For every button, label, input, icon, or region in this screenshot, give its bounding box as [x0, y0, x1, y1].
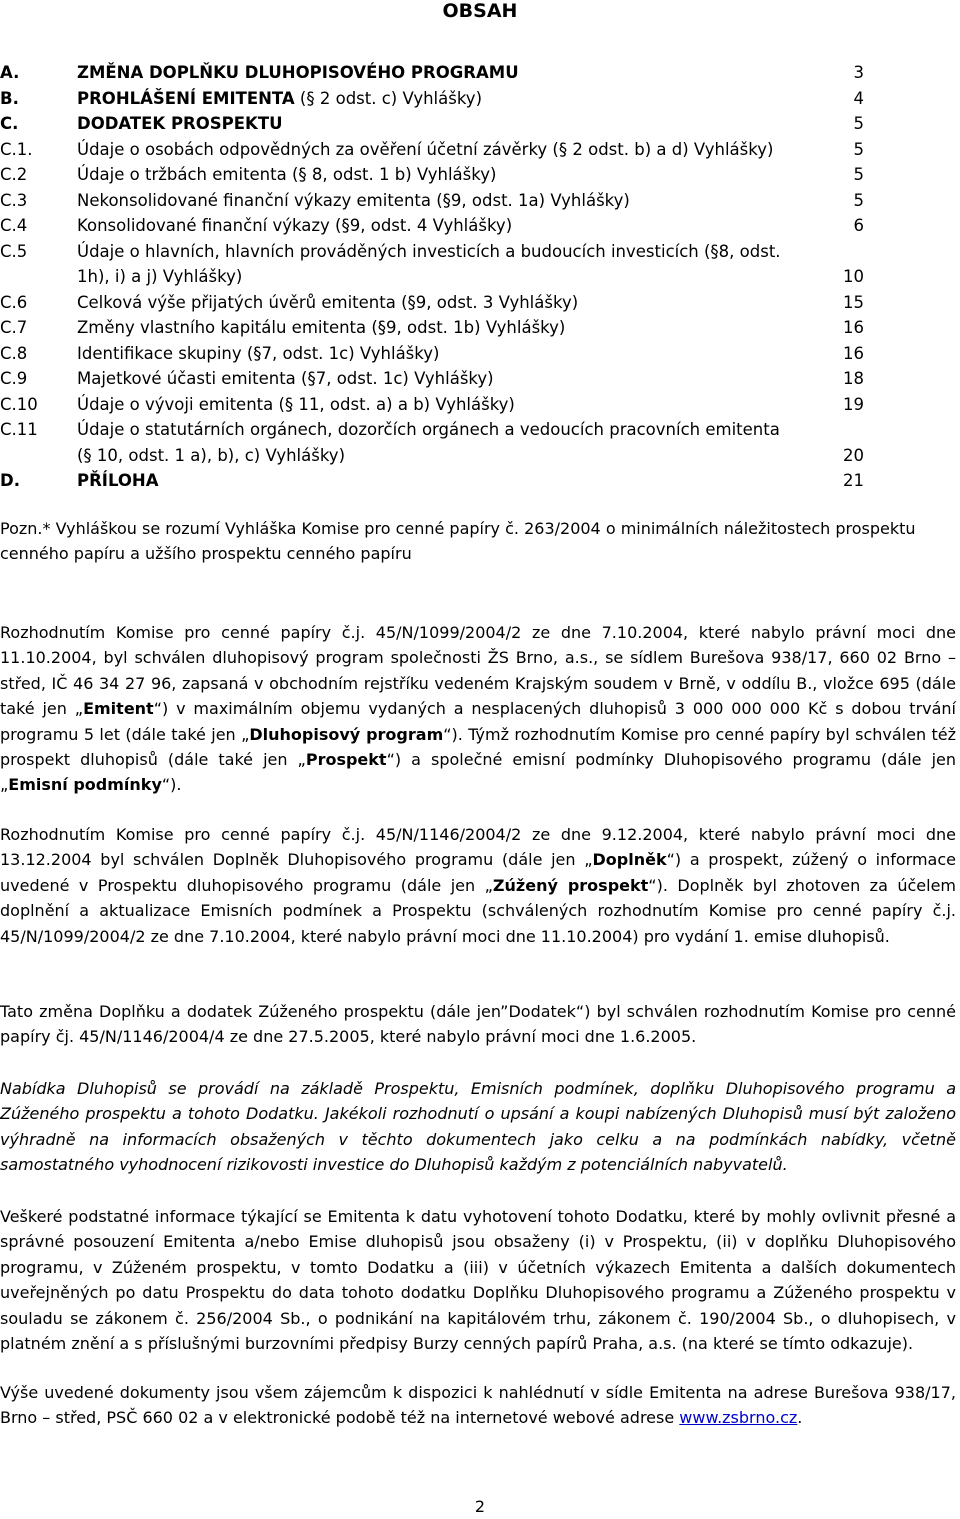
text: .: [797, 1408, 803, 1428]
toc-text: Údaje o osobách odpovědných za ověření účetní závěrky (§ 2 odst. b) a d) Vyhlášky): [77, 139, 774, 159]
paragraph-documents-availability: [0, 1380, 956, 1431]
toc-row[interactable]: [0, 315, 880, 341]
toc-text: Celková výše přijatých úvěrů emitenta (§9, odst. 3 Vyhlášky): [77, 292, 579, 312]
toc-text: ZMĚNA DOPLŇKU DLUHOPISOVÉHO PROGRAMU: [77, 63, 519, 82]
toc-number: C.7: [0, 318, 28, 337]
toc-number: D.: [0, 471, 20, 490]
defined-term: Emitent: [83, 699, 154, 719]
toc-page: 20: [843, 445, 864, 465]
paragraph-amendment: Tato změna Doplňku a dodatek Zúženého prospektu (dále jen”Dodatek“) byl schválen rozhodnutím Komise pro cenné papíry čj. 45/N/1146/2004/4 ze dne 27.5.2005, které nabylo právní moci dne 1.6.2005.: [0, 1002, 956, 1047]
toc-row[interactable]: [0, 417, 880, 468]
defined-term: Dluhopisový program: [249, 724, 444, 744]
toc-page: 15: [843, 292, 864, 312]
toc-page: 16: [843, 343, 864, 363]
toc-page: 6: [853, 216, 864, 235]
toc-row[interactable]: [0, 290, 880, 316]
toc-row[interactable]: [0, 162, 880, 188]
toc-page: 10: [843, 267, 864, 286]
defined-term: Doplněk: [592, 850, 667, 870]
toc-number: C.: [0, 114, 19, 133]
toc-number: C.4: [0, 216, 28, 235]
text: “).: [161, 775, 182, 795]
toc-row[interactable]: [0, 341, 880, 367]
toc-row[interactable]: [0, 366, 880, 392]
toc-text: Změny vlastního kapitálu emitenta (§9, odst. 1b) Vyhlášky): [77, 318, 566, 337]
toc-page: 18: [843, 369, 864, 388]
toc-number: C.1.: [0, 139, 33, 159]
toc-page: 5: [853, 139, 864, 159]
text: “). Týmž rozhodnutím Komise pro cenné papíry byl schválen též prospekt dluhopisů (dále také jen „: [0, 724, 956, 770]
note-paragraph: Pozn.* Vyhláškou se rozumí Vyhláška Komise pro cenné papíry č. 263/2004 o minimálních náležitostech prospektu cenného papíru a užšího prospektu cenného papíru: [0, 519, 916, 564]
toc-page: 16: [843, 318, 864, 337]
paragraph-supplement-approval: [0, 822, 956, 949]
text: “) v maximálním objemu vydaných a nesplacených dluhopisů 3 000 000 000 Kč s dobou trvání programu 5 let (dále také jen „: [0, 699, 957, 744]
toc-text-bold: PROHLÁŠENÍ EMITENTA: [77, 88, 295, 108]
toc-page: 5: [853, 165, 864, 184]
toc-number: C.6: [0, 292, 28, 312]
toc-text: Údaje o statutárních orgánech, dozorčích orgánech a vedoucích pracovních emitenta (§ 10, odst. 1 a), b), c) Vyhlášky): [77, 420, 780, 465]
toc-row[interactable]: [0, 392, 880, 418]
toc-number: C.11: [0, 420, 38, 439]
defined-term: Emisní podmínky: [8, 775, 162, 795]
toc-text: Údaje o tržbách emitenta (§ 8, odst. 1 b) Vyhlášky): [77, 165, 497, 184]
toc-number: C.3: [0, 190, 28, 210]
toc-number: B.: [0, 88, 19, 108]
toc-number: C.2: [0, 165, 28, 184]
table-of-contents: [0, 60, 880, 494]
toc-page: 5: [853, 190, 864, 210]
defined-term: Prospekt: [305, 750, 387, 770]
website-link[interactable]: www.zsbrno.cz: [679, 1408, 798, 1428]
toc-page: 19: [843, 394, 864, 414]
toc-text: [77, 86, 797, 112]
toc-text: Majetkové účasti emitenta (§7, odst. 1c) Vyhlášky): [77, 369, 494, 388]
toc-number: C.5: [0, 241, 28, 261]
toc-text: Identifikace skupiny (§7, odst. 1c) Vyhlášky): [77, 343, 440, 363]
toc-text: DODATEK PROSPEKTU: [77, 114, 283, 133]
defined-term: Zúžený prospekt: [492, 875, 649, 895]
text: Rozhodnutím Komise pro cenné papíry č.j. 45/N/1146/2004/2 ze dne 9.12.2004, které nabylo právní moci dne 13.12.2004 byl schválen Doplněk Dluhopisového programu (dále jen „: [0, 825, 956, 870]
toc-text: Údaje o hlavních, hlavních prováděných investicích a budoucích investicích (§8, odst. 1h), i) a j) Vyhlášky): [77, 241, 781, 286]
toc-row[interactable]: [0, 111, 880, 137]
toc-number: C.9: [0, 369, 28, 388]
toc-row[interactable]: [0, 468, 880, 494]
text: “) a společné emisní podmínky Dluhopisového programu (dále jen „: [0, 750, 956, 795]
toc-text: Údaje o vývoji emitenta (§ 11, odst. a) a b) Vyhlášky): [77, 394, 515, 414]
toc-row[interactable]: [0, 239, 880, 290]
text: “) a prospekt, zúžený o informace uvedené v Prospektu dluhopisového programu (dále jen „: [0, 850, 956, 895]
toc-row[interactable]: [0, 60, 880, 86]
page-number: 2: [474, 1497, 486, 1516]
toc-text: PŘÍLOHA: [77, 471, 159, 490]
text: Výše uvedené dokumenty jsou všem zájemcům k dispozici k nahlédnutí v sídle Emitenta na adrese Burešova 938/17, Brno – střed, PSČ 660 02 a v elektronické podobě též na internetové webové adrese: [0, 1383, 956, 1428]
text: “). Doplněk byl zhotoven za účelem doplnění a aktualizace Emisních podmínek a Prospektu (schválených rozhodnutím Komise pro cenné papíry č.j. 45/N/1099/2004/2 ze dne 7.10.2004, které nabylo právní moci dne 11.10.2004) pro vydání 1. emise dluhopisů.: [0, 875, 957, 946]
toc-row[interactable]: [0, 188, 880, 214]
toc-number: C.8: [0, 343, 28, 363]
toc-number: C.10: [0, 394, 38, 414]
paragraph-program-approval: [0, 620, 956, 798]
toc-text: Nekonsolidované finanční výkazy emitenta (§9, odst. 1a) Vyhlášky): [77, 190, 630, 210]
toc-row[interactable]: [0, 86, 880, 112]
toc-text-rest: (§ 2 odst. c) Vyhlášky): [294, 88, 483, 108]
toc-page: 5: [853, 114, 864, 133]
paragraph-offer-notice: Nabídka Dluhopisů se provádí na základě Prospektu, Emisních podmínek, doplňku Dluhopisového programu a Zúženého prospektu a tohoto Dodatku. Jakékoli rozhodnutí o upsání a koupi nabízených Dluhopisů musí být založeno výhradně na informacích obsažených v těchto dokumentech jako celku a na podmínkách nabídky, včetně samostatného vyhodnocení rizikovosti investice do Dluhopisů každým z potenciálních nabyvatelů.: [0, 1079, 956, 1175]
toc-page: 3: [853, 63, 864, 82]
toc-row[interactable]: [0, 213, 880, 239]
toc-page: 4: [853, 88, 864, 108]
toc-title: OBSAH: [442, 0, 518, 22]
toc-number: A.: [0, 63, 20, 82]
paragraph-material-information: Veškeré podstatné informace týkající se Emitenta k datu vyhotovení tohoto Dodatku, které by mohly ovlivnit přesné a správné posouzení Emitenta a/nebo Emise dluhopisů jsou obsaženy (i) v Prospektu, (ii) v doplňku Dluhopisového programu, v Zúženém prospektu, v tomto Dodatku a (iii) v účetních výkazech Emitenta a dalších dokumentech uveřejněných po datu Prospektu do data tohoto dodatku Doplňku Dluhopisového programu a Zúženého prospektu v souladu se zákonem č. 256/2004 Sb., o podnikání na kapitálovém trhu, zákonem č. 190/2004 Sb., o dluhopisech, v platném znění a s příslušnými burzovními předpisy Burzy cenných papírů Praha, a.s. (na které se tímto odkazuje).: [0, 1207, 956, 1354]
toc-row[interactable]: [0, 137, 880, 163]
toc-page: 21: [843, 471, 864, 490]
text: Rozhodnutím Komise pro cenné papíry č.j. 45/N/1099/2004/2 ze dne 7.10.2004, které nabylo právní moci dne 11.10.2004, byl schválen dluhopisový program společnosti ŽS Brno, a.s., se sídlem Burešova 938/17, 660 02 Brno – střed, IČ 46 34 27 96, zapsaná v obchodním rejstříku vedeném Krajským soudem v Brně, v oddílu B., vložce 695 (dále také jen „: [0, 623, 956, 719]
toc-text: Konsolidované finanční výkazy (§9, odst. 4 Vyhlášky): [77, 216, 513, 235]
